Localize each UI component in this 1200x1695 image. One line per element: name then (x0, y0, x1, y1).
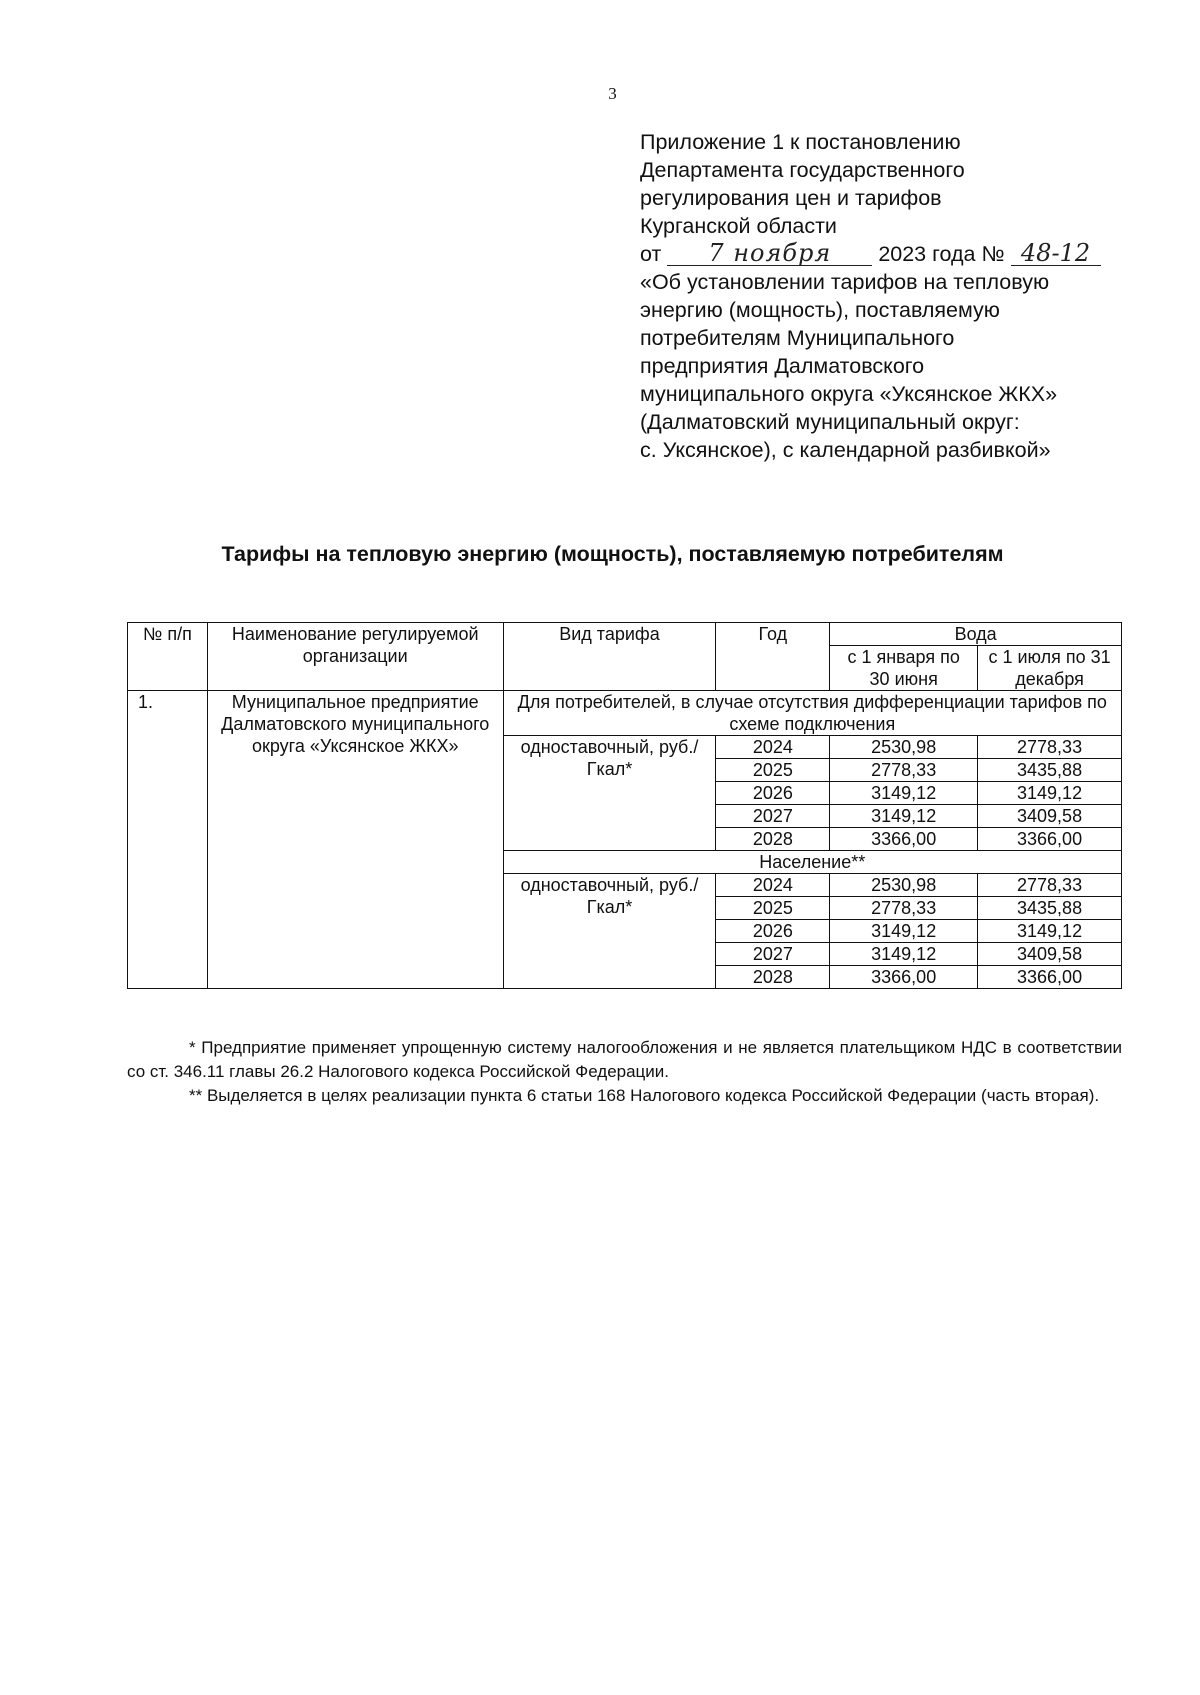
header-num: № п/п (128, 623, 208, 691)
subject-line: муниципального округа «Уксянское ЖКХ» (640, 382, 1058, 406)
tariff-type: одноставочный, руб./Гкал* (503, 874, 716, 989)
appendix-line: регулирования цен и тарифов (640, 186, 942, 210)
group-label: Для потребителей, в случае отсутствия дифференциации тарифов по схеме подключения (503, 691, 1121, 736)
page-number: 3 (608, 84, 617, 103)
footnote: * Предприятие применяет упрощенную систему налогообложения и не является плательщиком НДС в соответствии со ст. 346.11 главы 26.2 Налогового кодекса Российской Федерации. (127, 1038, 1122, 1081)
tariff-table (127, 622, 1122, 989)
value-cell: 3409,58 (978, 943, 1122, 966)
appendix-line: Курганской области (640, 214, 837, 238)
value-cell: 3149,12 (830, 943, 978, 966)
subject-line: потребителям Муниципального (640, 326, 955, 350)
value-cell: 2530,98 (830, 874, 978, 897)
header-year: Год (716, 623, 830, 691)
year-cell: 2024 (716, 736, 830, 759)
subject-line: «Об установлении тарифов на тепловую (640, 270, 1050, 294)
year-cell: 2025 (716, 897, 830, 920)
group-label: Население** (503, 851, 1121, 874)
value-cell: 3435,88 (978, 897, 1122, 920)
appendix-date-line (640, 240, 1120, 268)
value-cell: 2778,33 (978, 736, 1122, 759)
subject-line: (Далматовский муниципальный округ: (640, 410, 1020, 434)
header-period-2: с 1 июля по 31 декабря (978, 646, 1122, 691)
value-cell: 3435,88 (978, 759, 1122, 782)
subject-line: предприятия Далматовского (640, 354, 925, 378)
value-cell: 3366,00 (978, 828, 1122, 851)
footnote: ** Выделяется в целях реализации пункта 6 статьи 168 Налогового кодекса Российской Федерации (часть вторая). (189, 1086, 1100, 1105)
appendix-block (640, 128, 1120, 464)
row-number: 1. (128, 691, 208, 989)
value-cell: 3149,12 (830, 920, 978, 943)
year-text: 2023 года № (878, 242, 1005, 266)
value-cell: 3366,00 (830, 828, 978, 851)
header-org: Наименование регулируемой организации (207, 623, 503, 691)
value-cell: 2778,33 (830, 897, 978, 920)
value-cell: 3149,12 (978, 920, 1122, 943)
year-cell: 2027 (716, 943, 830, 966)
value-cell: 3409,58 (978, 805, 1122, 828)
value-cell: 2530,98 (830, 736, 978, 759)
year-cell: 2026 (716, 782, 830, 805)
value-cell: 2778,33 (830, 759, 978, 782)
value-cell: 3366,00 (830, 966, 978, 989)
year-cell: 2028 (716, 966, 830, 989)
year-cell: 2027 (716, 805, 830, 828)
subject-line: с. Уксянское), с календарной разбивкой» (640, 438, 1051, 462)
header-row (128, 623, 1122, 646)
subject-line: энергию (мощность), поставляемую (640, 298, 1000, 322)
header-period-1: с 1 января по 30 июня (830, 646, 978, 691)
year-cell: 2028 (716, 828, 830, 851)
tariff-type: одноставочный, руб./Гкал* (503, 736, 716, 851)
appendix-line: Приложение 1 к постановлению (640, 130, 961, 154)
value-cell: 3366,00 (978, 966, 1122, 989)
header-tariff-type: Вид тарифа (503, 623, 716, 691)
date-prefix: от (640, 242, 662, 266)
value-cell: 3149,12 (978, 782, 1122, 805)
year-cell: 2025 (716, 759, 830, 782)
year-cell: 2026 (716, 920, 830, 943)
value-cell: 2778,33 (978, 874, 1122, 897)
document-title: Тарифы на тепловую энергию (мощность), поставляемую потребителям (221, 542, 1004, 566)
footnotes (127, 1036, 1122, 1108)
group-label-row (128, 691, 1122, 736)
appendix-line: Департамента государственного (640, 158, 965, 182)
value-cell: 3149,12 (830, 782, 978, 805)
handwritten-date: 7 ноября (667, 241, 872, 266)
organization-name: Муниципальное предприятие Далматовского муниципального округа «Уксянское ЖКХ» (207, 691, 503, 989)
header-water: Вода (830, 623, 1122, 646)
year-cell: 2024 (716, 874, 830, 897)
value-cell: 3149,12 (830, 805, 978, 828)
handwritten-number: 48-12 (1011, 241, 1101, 266)
